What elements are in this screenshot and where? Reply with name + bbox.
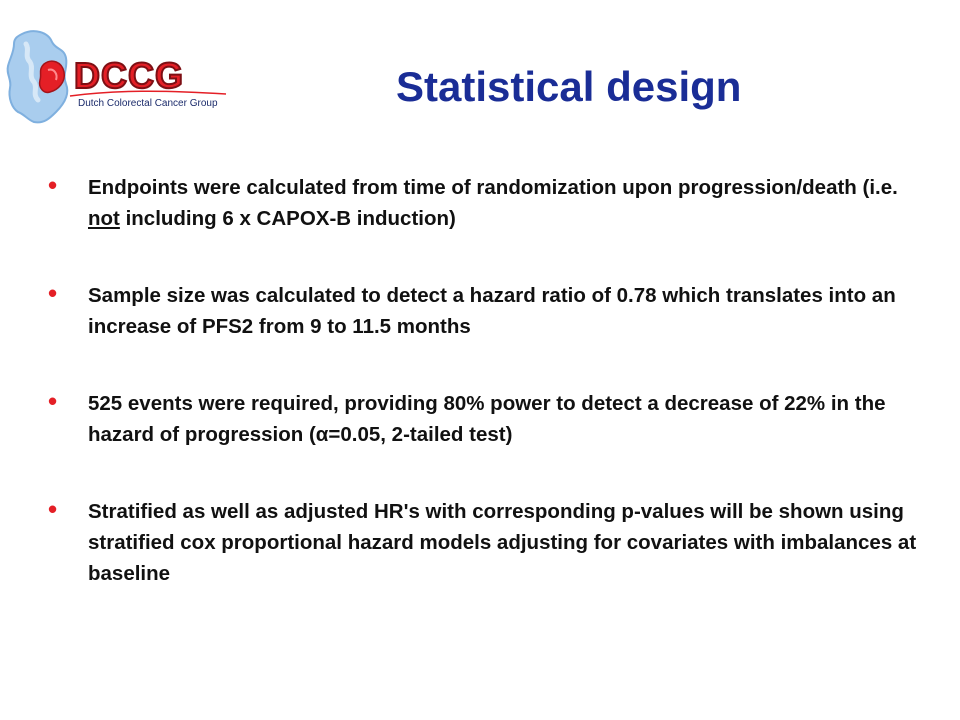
bullet-stratified bbox=[48, 496, 928, 589]
bullet-text-end: including 6 x CAPOX-B induction) bbox=[119, 207, 456, 230]
bullet-endpoints bbox=[48, 172, 928, 234]
bullet-dot-icon: • bbox=[48, 170, 58, 200]
dccg-logo bbox=[4, 28, 244, 128]
bullet-list bbox=[48, 172, 928, 635]
bullet-emphasis: not bbox=[88, 207, 120, 230]
bullet-dot-icon: • bbox=[48, 278, 58, 308]
bullet-dot-icon: • bbox=[48, 386, 58, 416]
bullet-text: Stratified as well as adjusted HR's with corresponding p-values will be shown using stratified cox proportional hazard models adjusting for covariates with imbalances at baseline bbox=[88, 500, 917, 585]
bullet-sample-size bbox=[48, 280, 928, 342]
bullet-text-start: Endpoints were calculated from time of randomization upon progression/death (i.e. bbox=[88, 176, 898, 199]
bullet-text: 525 events were required, providing 80% power to detect a decrease of 22% in the hazard of progression (α=0.05, 2-tailed test) bbox=[88, 392, 886, 446]
logo-acronym: DCCG bbox=[74, 55, 184, 96]
logo-subtitle: Dutch Colorectal Cancer Group bbox=[78, 98, 218, 109]
bullet-dot-icon: • bbox=[48, 494, 58, 524]
bullet-events bbox=[48, 388, 928, 450]
bullet-text: Sample size was calculated to detect a hazard ratio of 0.78 which translates into an increase of PFS2 from 9 to 11.5 months bbox=[88, 284, 896, 338]
slide-title: Statistical design bbox=[396, 63, 742, 110]
